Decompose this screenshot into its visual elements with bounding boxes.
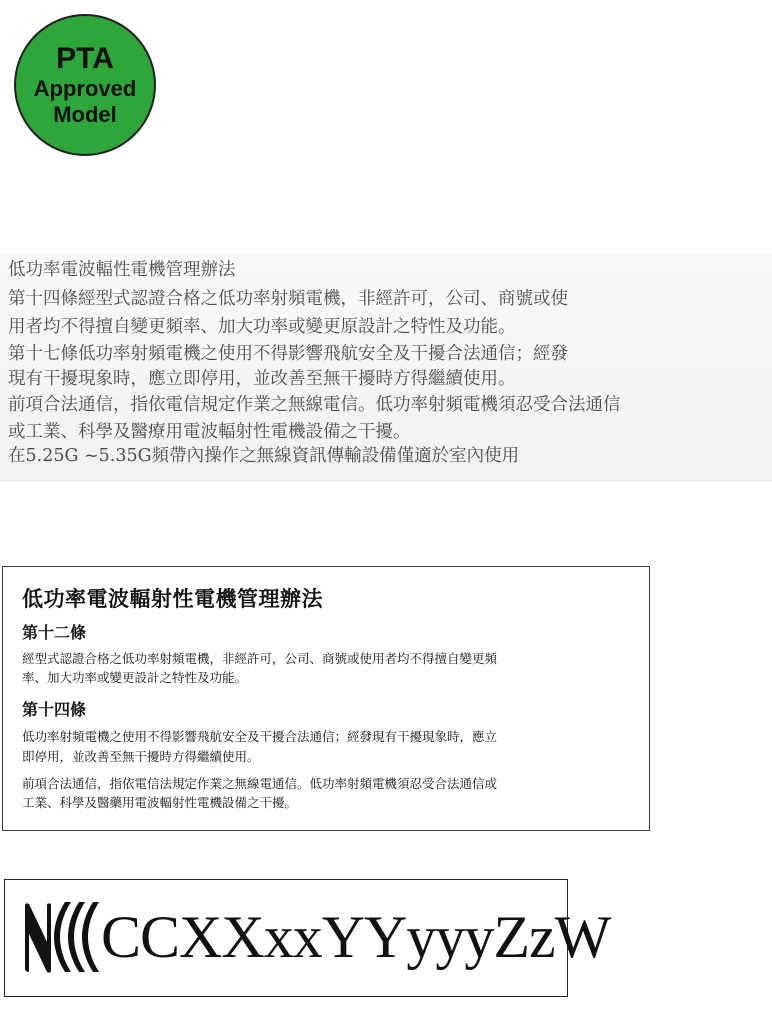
plain-notice-line: 在5.25G ~5.35G頻帶內操作之無線資訊傳輸設備僅適於室內使用 [8,446,520,466]
badge-line-approved: Approved [33,76,137,101]
badge-line-pta: PTA [56,42,114,75]
section-14-text: 即停用，並改善至無干擾時方得繼續使用。 [22,749,260,764]
ncc-logo-icon [19,894,101,980]
section-14-text: 低功率射頻電機之使用不得影響飛航安全及干擾合法通信；經發現有干擾現象時，應立 [22,729,498,744]
plain-notice-line: 現有干擾現象時，應立即停用，並改善至無干擾時方得繼續使用。 [8,369,516,389]
badge-line-model: Model [53,102,117,127]
label-code-text: CCXXxxYYyyyZzW [101,904,611,970]
ncc-label-box [4,879,611,997]
section-14-text: 前項合法通信，指依電信法規定作業之無線電通信。低功率射頻電機須忍受合法通信或 [22,776,498,791]
plain-notice-title: 低功率電波輻性電機管理辦法 [8,260,236,280]
section-12-text: 率、加大功率或變更設計之特性及功能。 [22,670,248,685]
pta-approved-badge [14,14,156,156]
plain-notice-line: 或工業、科學及醫療用電波輻射性電機設備之干擾。 [8,422,411,442]
plain-notice-line: 用者均不得擅自變更頻率、加大功率或變更原設計之特性及功能。 [8,317,516,337]
section-12-heading: 第十二條 [22,623,87,642]
plain-notice-block [0,254,772,482]
plain-notice-line: 前項合法通信，指依電信規定作業之無線電信。低功率射頻電機須忍受合法通信 [8,395,621,415]
boxed-notice [2,566,650,831]
section-14-heading: 第十四條 [22,700,87,719]
section-12-text: 經型式認證合格之低功率射頻電機，非經許可，公司、商號或使用者均不得擅自變更頻 [22,651,498,666]
plain-notice-line: 第十七條低功率射頻電機之使用不得影響飛航安全及干擾合法通信；經發 [8,344,568,364]
section-14-text: 工業、科學及醫藥用電波輻射性電機設備之干擾。 [22,795,298,810]
plain-notice-line: 第十四條經型式認證合格之低功率射頻電機，非經許可，公司、商號或使 [8,289,568,309]
boxed-notice-title: 低功率電波輻射性電機管理辦法 [22,587,323,611]
